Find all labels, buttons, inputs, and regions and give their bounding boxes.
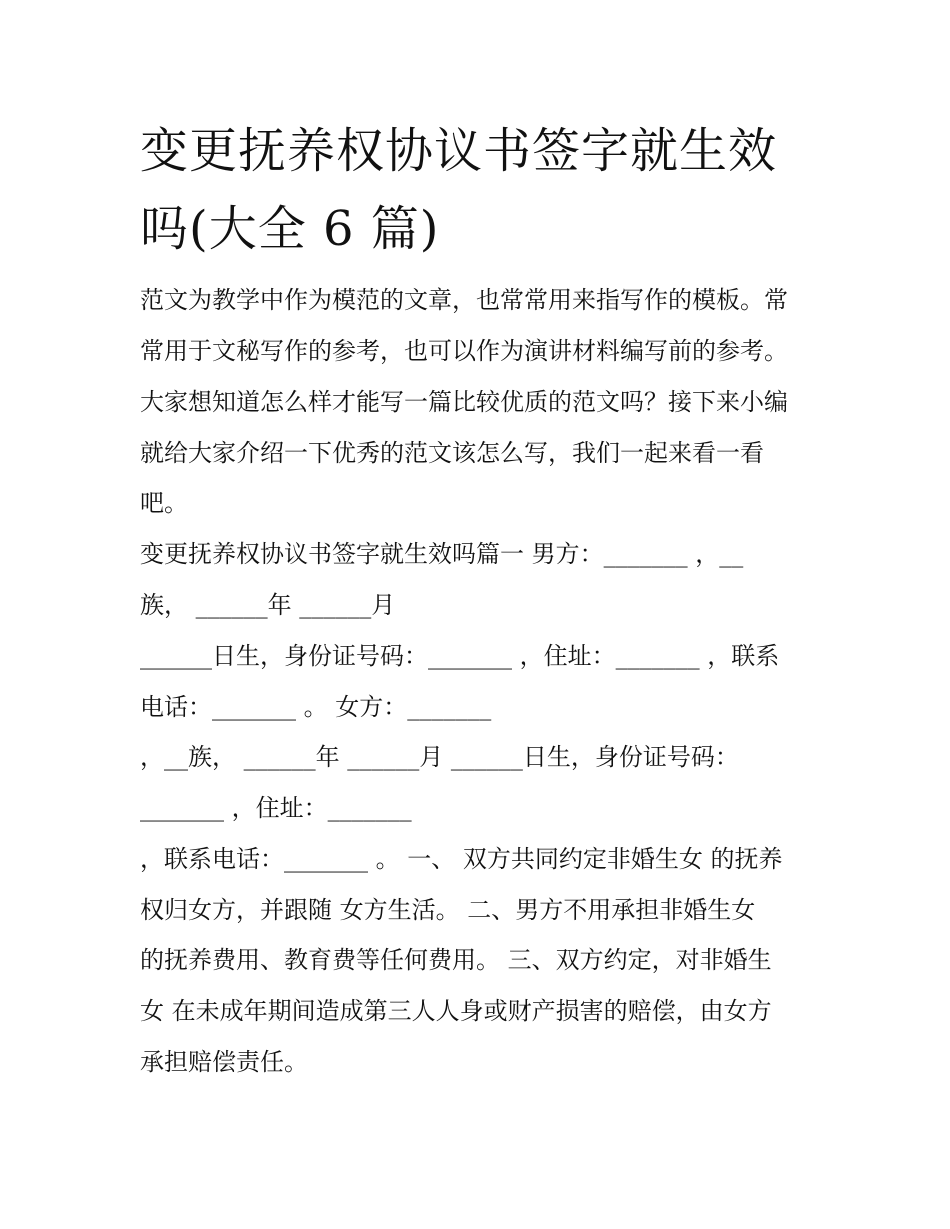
- body-line: 女 在未成年期间造成第三人人身或财产损害的赔偿，由女方: [140, 997, 772, 1025]
- body-line: 范文为教学中作为模范的文章，也常常用来指写作的模板。常: [140, 286, 788, 314]
- body-line: ______日生，身份证号码：_______ ，住址：_______ ，联系: [140, 642, 780, 670]
- body-line: 权归女方，并跟随 女方生活。 二、男方不用承担非婚生女: [140, 896, 756, 924]
- body-line: ，__族， ______年 ______月 ______日生，身份证号码：: [140, 743, 739, 771]
- body-line: 变更抚养权协议书签字就生效吗篇一 男方：_______ ，__: [140, 540, 744, 568]
- body-line: 常用于文秘写作的参考，也可以作为演讲材料编写前的参考。: [140, 337, 788, 365]
- body-line: 就给大家介绍一下优秀的范文该怎么写，我们一起来看一看: [140, 439, 764, 467]
- body-line: 大家想知道怎么样才能写一篇比较优质的范文吗？接下来小编: [140, 388, 788, 416]
- document-title: [140, 112, 820, 268]
- body-line: ，联系电话：_______ 。 一、 双方共同约定非婚生女 的抚养: [140, 845, 783, 873]
- title-line-2: 吗(大全 6 篇): [140, 201, 440, 257]
- body-line: 族， ______年 ______月: [140, 591, 396, 619]
- body-line: 的抚养费用、教育费等任何费用。 三、双方约定，对非婚生: [140, 946, 772, 974]
- body-line: _______ ，住址：_______: [140, 794, 412, 822]
- body-line: 吧。: [140, 489, 188, 517]
- body-line: 电话：_______ 。 女方：_______: [140, 693, 492, 721]
- body-line: 承担赔偿责任。: [140, 1048, 308, 1076]
- title-line-1: 变更抚养权协议书签字就生效: [140, 123, 778, 179]
